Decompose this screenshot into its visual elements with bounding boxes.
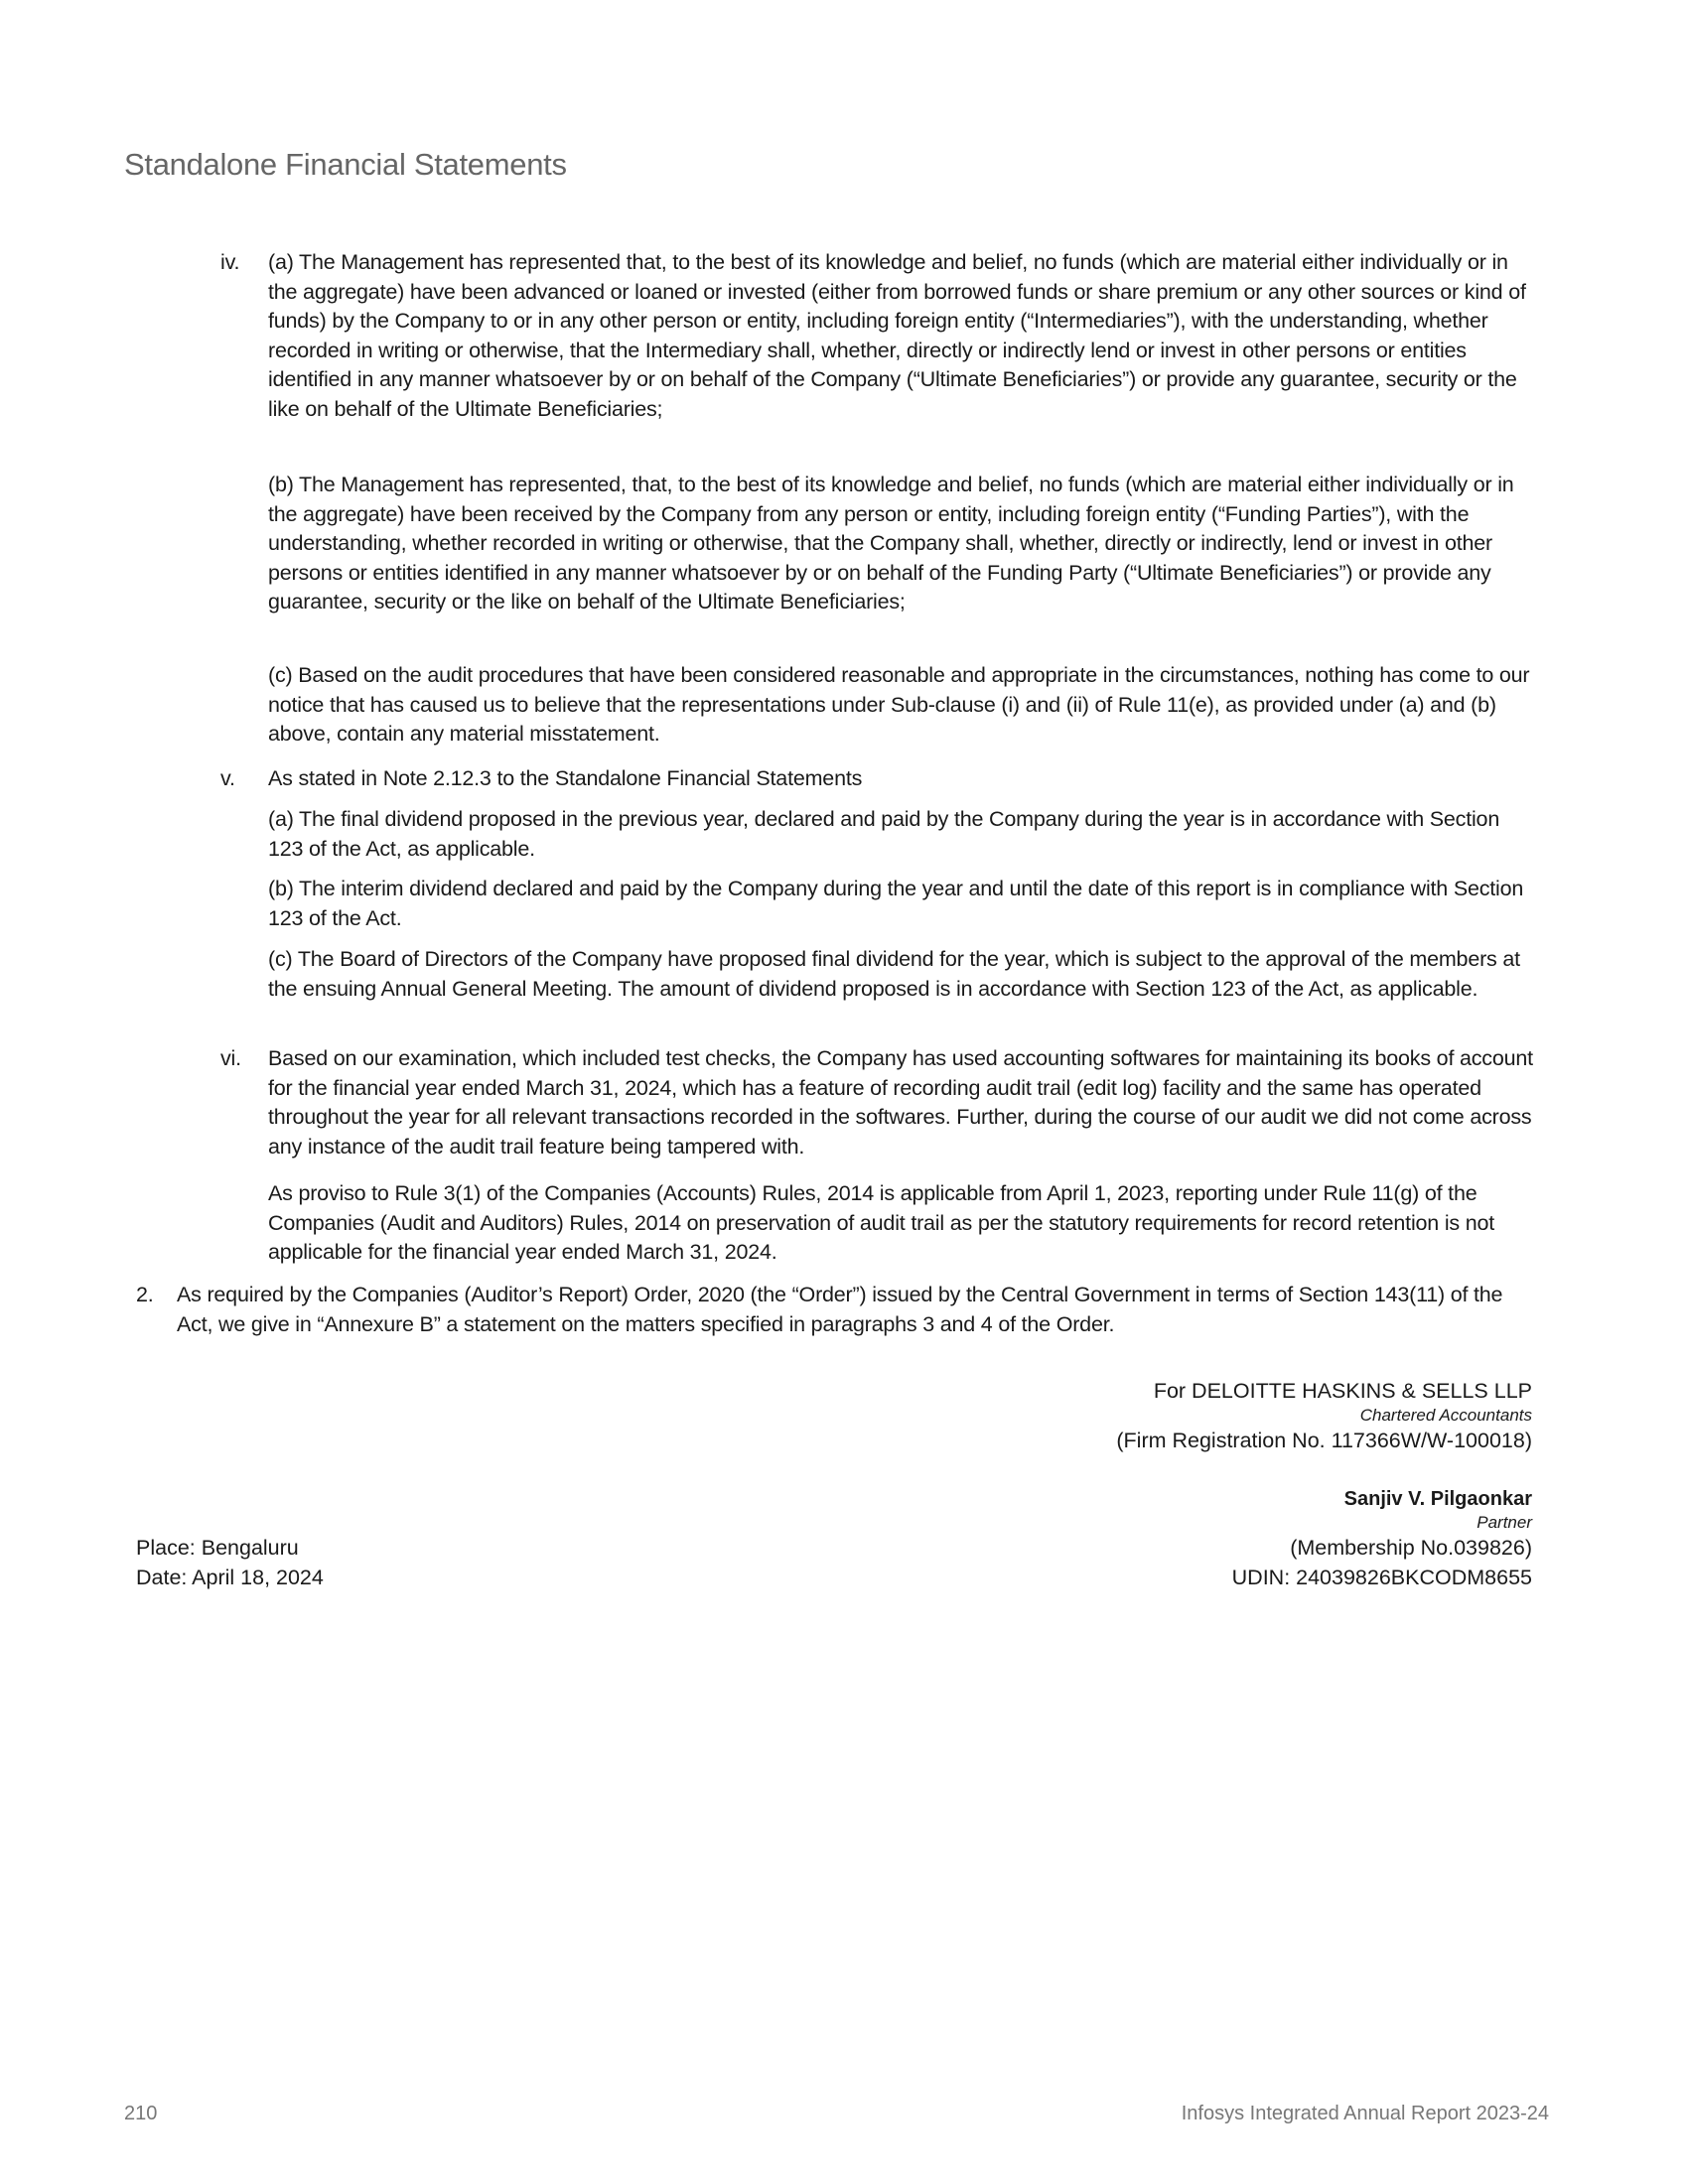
firm-role: Chartered Accountants <box>1359 1406 1532 1425</box>
signature-block <box>1116 1376 1532 1592</box>
item-vi-marker: vi. <box>220 1046 241 1070</box>
item-2-paragraph: As required by the Companies (Auditor’s Report) Order, 2020 (the “Order”) issued by the Central Government in terms of Section 143(11) of the Act, we give in “Annexure B” a statement on the matters specified in paragraphs 3 and 4 of the Order. <box>177 1283 1503 1336</box>
item-v-c-paragraph: (c) The Board of Directors of the Company have proposed final dividend for the year, which is subject to the approval of the members at the ensuing Annual General Meeting. The amount of dividend proposed is in accordance with Section 123 of the Act, as applicable. <box>268 947 1520 1001</box>
footer-report-title: Infosys Integrated Annual Report 2023-24 <box>1181 2103 1549 2124</box>
place: Place: Bengaluru <box>136 1536 299 1560</box>
firm-registration: (Firm Registration No. 117366W/W-100018) <box>1116 1429 1532 1452</box>
page-number: 210 <box>124 2103 158 2124</box>
item-iv-b-paragraph: (b) The Management has represented, that, to the best of its knowledge and belief, no funds (which are material either individually or in the aggregate) have been received by the Company from any person or entity, including foreign entity (“Funding Parties”), with the understanding, whether recorded in writing or otherwise, that the Company shall, whether, directly or indirectly, lend or invest in other persons or entities identified in any manner whatsoever by or on behalf of the Funding Party (“Ultimate Beneficiaries”) or provide any guarantee, security or the like on behalf of the Ultimate Beneficiaries; <box>268 473 1514 614</box>
item-vi-paragraph-1: Based on our examination, which included test checks, the Company has used accounting softwares for maintaining its books of account for the financial year ended March 31, 2024, which has a feature of recording audit trail (edit log) facility and the same has operated throughout the year for all relevant transactions recorded in the softwares. Further, during the course of our audit we did not come across any instance of the audit trail feature being tampered with. <box>268 1046 1533 1159</box>
item-v-intro: As stated in Note 2.12.3 to the Standalone Financial Statements <box>268 766 863 790</box>
item-v-b-paragraph: (b) The interim dividend declared and paid by the Company during the year and until the date of this report is in compliance with Section 123 of the Act. <box>268 877 1524 930</box>
firm-name: For DELOITTE HASKINS & SELLS LLP <box>1153 1379 1532 1403</box>
item-v-a-paragraph: (a) The final dividend proposed in the previous year, declared and paid by the Company during the year is in accordance with Section 123 of the Act, as applicable. <box>268 807 1500 861</box>
place-date-block <box>136 1533 324 1592</box>
item-iv-a-paragraph: (a) The Management has represented that, to the best of its knowledge and belief, no funds (which are material either individually or in the aggregate) have been advanced or loaned or invested (either from borrowed funds or share premium or any other sources or kind of funds) by the Company to or in any other person or entity, including foreign entity (“Intermediaries”), with the understanding, whether recorded in writing or otherwise, that the Intermediary shall, whether, directly or indirectly lend or invest in other persons or entities identified in any manner whatsoever by or on behalf of the Company (“Ultimate Beneficiaries”) or provide any guarantee, security or the like on behalf of the Ultimate Beneficiaries; <box>268 250 1526 421</box>
date: Date: April 18, 2024 <box>136 1566 324 1589</box>
item-iv-c-paragraph: (c) Based on the audit procedures that have been considered reasonable and appropriate in the circumstances, nothing has come to our notice that has caused us to believe that the representations under Sub-clause (i) and (ii) of Rule 11(e), as provided under (a) and (b) above, contain any material misstatement. <box>268 663 1530 747</box>
partner-role: Partner <box>1477 1513 1532 1532</box>
item-vi-paragraph-2: As proviso to Rule 3(1) of the Companies (Accounts) Rules, 2014 is applicable from April 1, 2023, reporting under Rule 11(g) of the Companies (Audit and Auditors) Rules, 2014 on preservation of audit trail as per the statutory requirements for record retention is not applicable for the financial year ended March 31, 2024. <box>268 1181 1495 1265</box>
partner-name: Sanjiv V. Pilgaonkar <box>1343 1488 1532 1510</box>
item-iv-marker: iv. <box>220 250 240 274</box>
page-title: Standalone Financial Statements <box>124 147 567 182</box>
membership-number: (Membership No.039826) <box>1290 1536 1532 1560</box>
item-v-marker: v. <box>220 766 235 790</box>
item-2-marker: 2. <box>136 1283 154 1306</box>
udin: UDIN: 24039826BKCODM8655 <box>1231 1566 1532 1589</box>
